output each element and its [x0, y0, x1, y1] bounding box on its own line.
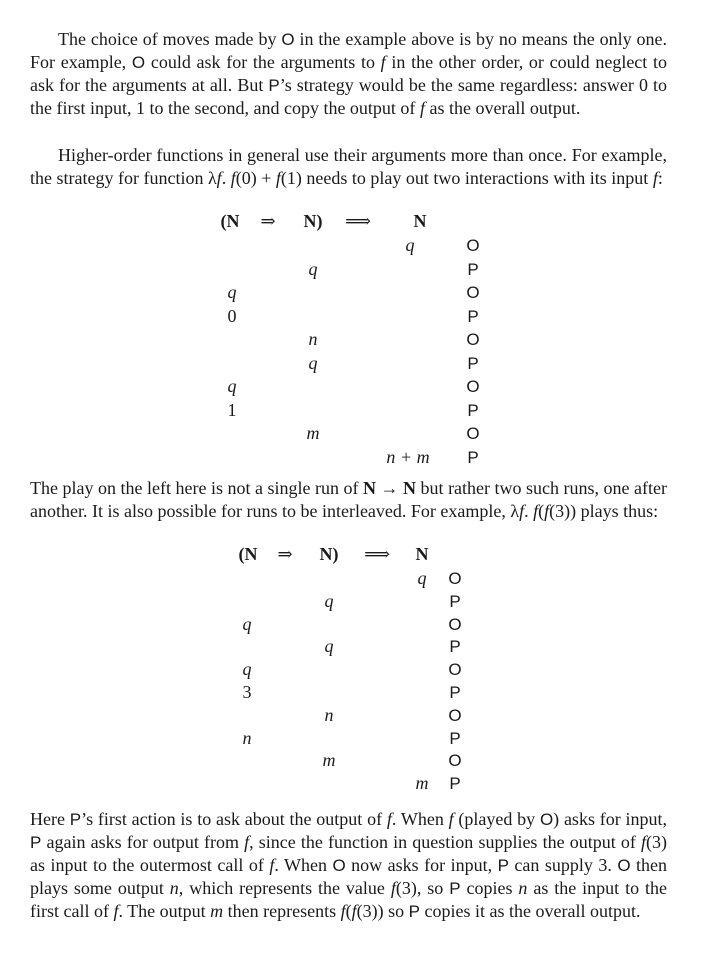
type-header: N — [413, 211, 427, 231]
text-run: . When — [391, 809, 449, 829]
text-run: in the example above is by no means the only one. For example, — [30, 29, 667, 72]
arrow-symbol: ⟹ — [364, 544, 390, 564]
text-run: (0) + — [235, 168, 276, 188]
text-run: The play on the left here is not a single run of — [30, 478, 364, 498]
text-run: ’s first action is to ask about the output of — [81, 809, 387, 829]
player-label: O — [448, 660, 462, 680]
paragraph-1 — [30, 28, 667, 120]
move-cell: n — [308, 329, 318, 349]
text-run: P — [69, 810, 82, 829]
text-run: f — [390, 878, 396, 898]
move-cell: q — [324, 590, 334, 611]
text-run: P — [268, 76, 280, 95]
move-cell: 1 — [227, 399, 237, 420]
text-run: . When — [274, 855, 333, 875]
text-run: now asks for input, — [345, 855, 498, 875]
paragraph-2 — [30, 144, 667, 190]
player-label: O — [466, 236, 480, 255]
player-label: O — [466, 283, 480, 302]
move-cell: q — [405, 235, 415, 255]
text-run: P — [497, 856, 509, 875]
player-label: O — [448, 751, 462, 771]
paragraph-3 — [30, 477, 667, 523]
move-cell: q — [242, 659, 252, 680]
arrow-symbol: ⇒ — [277, 544, 293, 564]
text-run: m — [210, 901, 224, 921]
text-run: (3) as input to the outermost call of — [30, 832, 667, 875]
player-label: P — [467, 353, 479, 373]
move-cell: n — [324, 704, 334, 725]
text-run: f — [519, 501, 525, 521]
text-run: f — [113, 901, 119, 921]
text-run: f — [533, 501, 539, 521]
move-cell: m — [306, 423, 320, 443]
move-cell: q — [308, 258, 318, 279]
type-header: (N — [238, 544, 258, 564]
text-run: The choice of moves made by — [58, 29, 282, 49]
text-run: ( — [345, 901, 352, 921]
type-header: N) — [319, 544, 339, 564]
text-run: f — [386, 809, 392, 829]
text-run: . — [524, 501, 534, 521]
type-header: (N — [220, 211, 240, 231]
text-run: N — [363, 478, 377, 498]
text-run: but rather two such runs, one after another. It is also possible for runs to be interleaved. For example, λ — [30, 478, 668, 521]
text-run: f — [230, 168, 236, 188]
arrow-symbol: ⟹ — [345, 211, 371, 231]
text-run: O — [332, 856, 346, 875]
paragraph-4 — [30, 808, 667, 923]
text-run: → — [376, 478, 404, 498]
player-label: O — [448, 705, 462, 725]
text-run: then plays some output — [30, 855, 668, 898]
text-run: ) asks for input, — [553, 809, 667, 829]
move-cell: m — [322, 750, 336, 771]
text-run: (3), so — [395, 878, 450, 898]
text-run: in the other order, or could neglect to ask for the arguments at all. But — [30, 52, 667, 95]
move-cell: q — [242, 613, 252, 634]
player-label: P — [467, 259, 479, 279]
player-label: P — [449, 683, 461, 702]
move-cell: q — [227, 282, 237, 302]
player-label: P — [449, 637, 461, 657]
arrow-symbol: ⇒ — [260, 211, 276, 231]
text-run: can supply 3. — [508, 855, 618, 875]
text-run: f — [351, 901, 357, 921]
move-cell: 3 — [242, 682, 252, 702]
text-run: (played by — [453, 809, 540, 829]
text-run: , since the function in question supplies the output of — [249, 832, 641, 852]
text-run: as the overall output. — [424, 98, 581, 118]
text-run: P — [408, 902, 421, 921]
text-run: f — [640, 832, 646, 852]
text-run: f — [544, 501, 550, 521]
text-run: f — [652, 168, 658, 188]
player-label: P — [449, 774, 461, 794]
text-run: f — [419, 98, 425, 118]
text-run: (3)) so — [356, 901, 409, 921]
move-cell: m — [415, 773, 429, 794]
text-run: : — [657, 168, 663, 188]
text-run: n — [518, 878, 528, 898]
text-run: O — [539, 810, 554, 829]
text-run: (3)) plays thus: — [549, 501, 659, 521]
text-run: P — [30, 833, 42, 852]
text-run: f — [244, 832, 250, 852]
move-cell: n — [242, 727, 252, 748]
text-run: f — [275, 168, 281, 188]
player-label: O — [466, 377, 480, 396]
move-cell: n + m — [386, 446, 430, 467]
text-run: as the input to the first call of — [30, 878, 668, 921]
text-run: O — [131, 53, 146, 72]
text-run: f — [269, 855, 275, 875]
text-run: . The output — [118, 901, 211, 921]
text-run: ’s strategy would be the same regardless: answer 0 to the first input, 1 to the second, and copy the output of — [30, 75, 667, 118]
player-label: O — [448, 569, 462, 588]
player-label: P — [467, 306, 479, 326]
move-cell: q — [308, 352, 318, 373]
text-run: f — [380, 52, 386, 72]
text-run: ( — [538, 501, 545, 521]
move-cell: q — [227, 376, 237, 396]
text-run: P — [449, 879, 461, 898]
player-label: P — [449, 591, 461, 611]
text-run: f — [448, 809, 454, 829]
text-run: O — [617, 856, 631, 875]
text-run: O — [281, 30, 295, 49]
text-run: f — [340, 901, 346, 921]
text-run: again asks for output from — [41, 832, 245, 852]
text-run: copies — [460, 878, 519, 898]
player-label: P — [467, 400, 479, 420]
text-run: Higher-order functions in general use their arguments more than once. For example, the strategy for function λ — [30, 145, 667, 188]
move-cell: 0 — [227, 305, 237, 326]
text-run: n — [169, 878, 179, 898]
move-cell: q — [417, 568, 427, 588]
move-cell: q — [324, 636, 334, 657]
text-run: could ask for the arguments to — [145, 52, 381, 72]
text-run: then represents — [223, 901, 341, 921]
text-run: copies it as the overall output. — [420, 901, 641, 921]
text-run: (1) needs to play out two interactions with its input — [280, 168, 653, 188]
text-run: Here — [30, 809, 70, 829]
player-label: O — [466, 330, 480, 349]
text-run: f — [216, 168, 222, 188]
player-label: O — [466, 424, 480, 443]
text-run: . — [221, 168, 231, 188]
player-label: P — [467, 447, 479, 467]
type-header: N) — [303, 211, 323, 231]
player-label: P — [449, 728, 461, 748]
text-run: N — [403, 478, 417, 498]
text-run: , which represents the value — [178, 878, 391, 898]
player-label: O — [448, 614, 462, 634]
type-header: N — [415, 544, 429, 564]
